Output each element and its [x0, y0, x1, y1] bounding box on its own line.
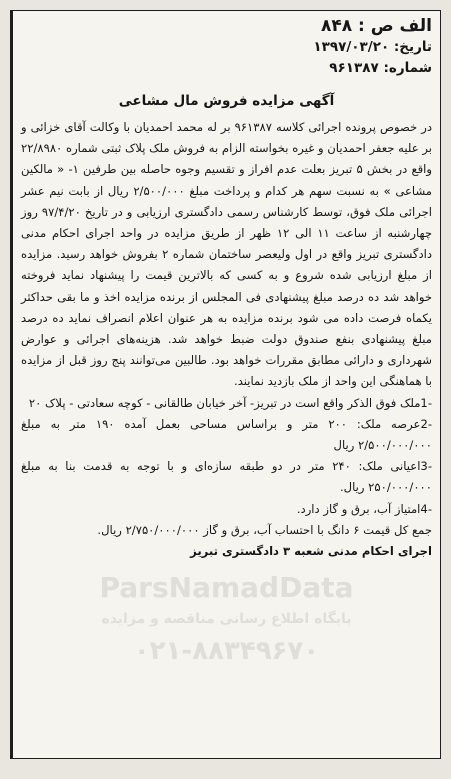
list-item-land: -2عرصه ملک: ۲۰۰ متر و براساس مساحی بعمل آمده ۱۹۰ متر به مبلغ ۲/۵۰۰/۰۰۰/۰۰۰ ریال	[21, 416, 433, 453]
notice-title: آگهی مزایده فروش مال مشاعی	[118, 93, 335, 109]
total-price: جمع کل قیمت ۶ دانگ با احتساب آب، برق و گاز ۲/۷۵۰/۰۰۰/۰۰۰ ریال.	[97, 522, 432, 537]
page-number: الف ص : ۸۴۸	[320, 16, 432, 36]
notice-body	[21, 117, 432, 562]
list-item-building: -3اعیانی ملک: ۲۴۰ متر در دو طبقه سازه‌ای و با توجه به قدمت بنا به مبلغ ۲۵۰/۰۰۰/۰۰۰ ریال.	[21, 459, 432, 495]
notice-clipping	[10, 10, 441, 759]
notice-date: تاریخ: ۱۳۹۷/۰۳/۲۰	[313, 39, 432, 55]
signature: اجرای احکام مدنی شعبه ۳ دادگستری تبریز	[190, 544, 432, 559]
body-paragraph: در خصوص پرونده اجرائی کلاسه ۹۶۱۳۸۷ بر له محمد احمدیان با وکالت آقای خزائی و بر علیه جعفر احمدیان و غیره بخواسته الزام به فروش ملک پلاک ثبتی شماره ۲۲/۸۹۸۰ واقع در بخش ۵ تبریز بعلت عدم افراز و تقسیم وجوه حاصله بین طرفین ۱- « مالکین مشاعی » به نسبت سهم هر کدام و پرداخت مبلغ ۲/۵۰۰/۰۰۰ ریال از بابت نیم عشر اجرائی ملک فوق، توسط کارشناس رسمی دادگستری ارزیابی و در تاریخ ۹۷/۴/۲۰ روز چهارشنبه از ساعت ۱۱ الی ۱۲ ظهر از طریق مزایده در واحد اجرای احکام مدنی دادگستری تبریز واقع در اول ولیعصر ساختمان شماره ۲ بفروش خواهد رسید. مزایده از مبلغ ارزیابی شده شروع و به کسی که بالاترین قیمت را پیشنهاد نماید فروخته خواهد شد ده درصد مبلغ پیشنهادی فی المجلس از برنده مزایده اخذ و ما بقی حداکثر یکماه فرصت داده می شود برنده مزایده به هر عنوان اعلام انصراف نماید ده درصد مبلغ پیشنهادی بنفع صندوق دولت ضبط خواهد شد. هزینه‌های اجرائی و عوارض شهرداری و دارائی مطابق مقررات خواهد بود. طالبین می‌توانند پنج روز قبل از مزایده با هماهنگی این واحد از ملک بازدید نمایند.	[21, 120, 433, 389]
notice-header	[313, 16, 432, 79]
watermark-phone: ۰۲۱-۸۸۳۴۹۶۷۰	[133, 636, 320, 666]
notice-number: شماره: ۹۶۱۳۸۷	[329, 60, 432, 76]
watermark-brand: ParsNamadData	[99, 571, 354, 604]
list-item-location: -1ملک فوق الذکر واقع است در تبریز- آخر خیابان طالقانی - کوچه سعادتی - پلاک ۲۰	[28, 395, 432, 410]
watermark-caption: پایگاه اطلاع رسانی مناقصه و مزایده	[101, 611, 352, 627]
list-item-utilities: -4امتیاز آب، برق و گاز دارد.	[296, 501, 432, 516]
